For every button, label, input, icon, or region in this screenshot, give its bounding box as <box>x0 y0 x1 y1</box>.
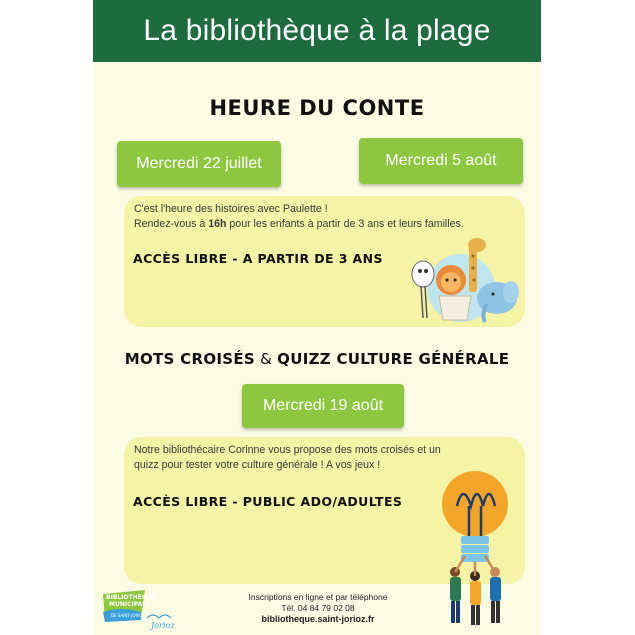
event1-line2-pre: Rendez-vous à <box>134 218 209 230</box>
logo-line2: MUNICIPALE <box>109 601 151 608</box>
event2-title-amp: & <box>255 350 278 368</box>
event1-description <box>134 202 515 232</box>
poster <box>93 0 541 635</box>
logo-line1: BIBLIOTHÈQUE <box>106 594 156 601</box>
library-logo <box>101 588 181 632</box>
event1-line1: C'est l'heure des histoires avec Paulette ! <box>134 203 328 215</box>
banner-title: La bibliothèque à la plage <box>93 0 541 62</box>
event2-title-part2: QUIZZ CULTURE GÉNÉRALE <box>277 350 510 368</box>
event1-time: 16h <box>208 218 227 230</box>
event1-date-a: Mercredi 22 juillet <box>117 141 281 187</box>
footer-website[interactable]: bibliotheque.saint-jorioz.fr <box>261 614 375 624</box>
event2-date: Mercredi 19 août <box>242 384 404 428</box>
footer-phone: Tél. 04 84 79 02 08 <box>281 603 355 613</box>
event2-access: ACCÈS LIBRE - PUBLIC ADO/ADULTES <box>133 494 403 509</box>
event1-date-b: Mercredi 5 août <box>359 138 523 184</box>
event2-title <box>93 350 541 368</box>
event1-title: HEURE DU CONTE <box>209 96 425 120</box>
event1-access: ACCÈS LIBRE - A PARTIR DE 3 ANS <box>133 251 383 266</box>
animals-illustration-icon <box>411 236 523 332</box>
event1-line2 <box>134 217 515 232</box>
lightbulb-illustration-icon <box>433 466 515 632</box>
footer <box>213 592 423 625</box>
event2-title-part1: MOTS CROISÉS <box>124 350 256 368</box>
footer-registration: Inscriptions en ligne et par téléphone <box>248 592 388 602</box>
logo-town: Jorioz <box>151 621 175 630</box>
event2-line1: Notre bibliothécaire Corinne vous propose des mots croisés et un <box>134 444 441 456</box>
event1-line2-post: pour les enfants à partir de 3 ans et leurs familles. <box>226 218 464 230</box>
logo-line3: DE SAINT-JORIOZ <box>111 613 146 618</box>
event2-line2: quizz pour tester votre culture générale ! A vos jeux ! <box>134 459 381 471</box>
